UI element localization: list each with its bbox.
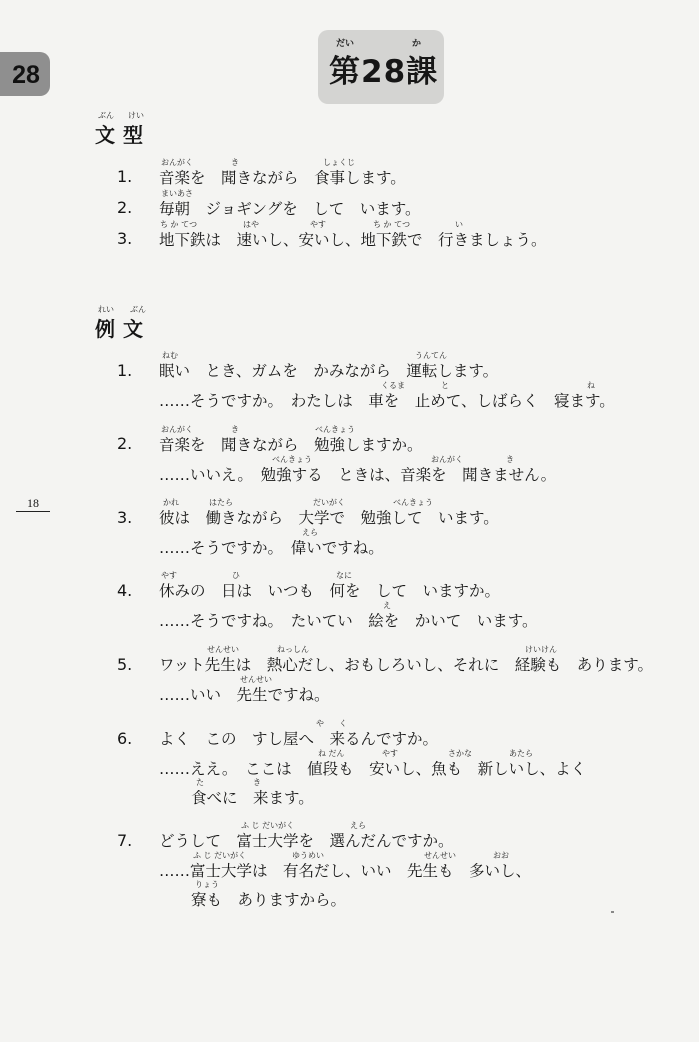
furigana: ね	[587, 381, 595, 390]
item-number: 4.	[117, 581, 133, 600]
furigana: べんきょう	[272, 455, 312, 464]
furigana: おんがく	[431, 455, 463, 464]
section-heading-reibun: 例文	[95, 317, 151, 341]
item-number: 5.	[117, 655, 133, 674]
sentence: よく この すし屋へ 来るんですか。	[159, 730, 439, 748]
item-number: 3.	[117, 229, 133, 248]
furigana: やす	[161, 571, 177, 580]
sentence: 音楽を 聞きながら 食事します。	[159, 169, 406, 187]
sentence: どうして 富士大学を 選んだんですか。	[159, 832, 454, 850]
furigana: き	[253, 778, 261, 787]
sentence-response: ……ええ。 ここは 値段も 安いし、魚も 新しいし、よく	[159, 760, 587, 778]
section-furigana: ぶん	[130, 305, 146, 314]
furigana: はたら	[209, 498, 233, 507]
item-number: 7.	[117, 831, 133, 850]
furigana: い	[455, 220, 463, 229]
furigana: しょくじ	[323, 158, 355, 167]
sentence-response: ……富士大学は 有名だし、いい 先生も 多いし、	[159, 862, 532, 880]
furigana: ち か てつ	[160, 220, 198, 229]
furigana: き	[506, 455, 514, 464]
furigana: ねっしん	[277, 645, 309, 654]
lesson-furigana-ka: か	[412, 39, 422, 49]
furigana: おんがく	[161, 158, 193, 167]
furigana: くるま	[381, 381, 405, 390]
sentence: 地下鉄は 速いし、安いし、地下鉄で 行きましょう。	[159, 231, 547, 249]
furigana: なに	[336, 571, 352, 580]
furigana: き	[231, 425, 239, 434]
item-number: 1.	[117, 361, 133, 380]
sentence-response: ……いい 先生ですね。	[159, 686, 330, 704]
sentence-response-cont: 寮も ありますから。	[191, 891, 347, 909]
sentence: 音楽を 聞きながら 勉強しますか。	[159, 436, 423, 454]
furigana: あたら	[509, 749, 533, 758]
furigana: べんきょう	[315, 425, 355, 434]
lesson-furigana-dai: だい	[336, 39, 355, 49]
section-heading-bunkei: 文型	[95, 123, 151, 147]
sentence: 毎朝 ジョギングを して います。	[159, 200, 421, 218]
furigana: ふ じ だいがく	[193, 851, 247, 860]
sentence-response: ……そうですか。 偉いですね。	[159, 539, 384, 557]
furigana: やす	[382, 749, 398, 758]
furigana: りょう	[195, 880, 219, 889]
item-number: 3.	[117, 508, 133, 527]
furigana: せんせい	[207, 645, 239, 654]
furigana: うんてん	[415, 351, 447, 360]
furigana: おお	[493, 851, 509, 860]
furigana: おんがく	[161, 425, 193, 434]
sentence-response: ……そうですね。 たいてい 絵を かいて います。	[159, 612, 538, 630]
lesson-tab-number: 28	[12, 61, 40, 89]
furigana: き	[231, 158, 239, 167]
furigana: ね だん	[318, 749, 345, 758]
furigana: だいがく	[313, 498, 345, 507]
furigana: はや	[243, 220, 259, 229]
sentence: 休みの 日は いつも 何を して いますか。	[159, 582, 501, 600]
lesson-title: 第28課	[329, 54, 439, 90]
item-number: 2.	[117, 198, 133, 217]
page-number-rule	[16, 511, 50, 512]
item-number: 2.	[117, 434, 133, 453]
furigana: けいけん	[525, 645, 557, 654]
furigana: やす	[310, 220, 326, 229]
furigana: く	[339, 719, 347, 728]
furigana: べんきょう	[393, 498, 433, 507]
furigana: まいあさ	[161, 189, 193, 198]
sentence: ワット先生は 熱心だし、おもしろいし、それに 経験も あります。	[159, 656, 653, 674]
furigana: ふ じ だいがく	[241, 821, 295, 830]
section-furigana: れい	[98, 305, 114, 314]
furigana: と	[441, 381, 449, 390]
furigana: せんせい	[240, 675, 272, 684]
item-number: 1.	[117, 167, 133, 186]
scan-speck	[611, 911, 614, 913]
furigana: ひ	[232, 571, 240, 580]
furigana: ねむ	[162, 351, 178, 360]
sentence-response: ……そうですか。 わたしは 車を 止めて、しばらく 寝ます。	[159, 392, 615, 410]
furigana: や	[316, 719, 324, 728]
furigana: ゆうめい	[292, 851, 324, 860]
sentence-response: ……いいえ。 勉強する ときは、音楽を 聞きません。	[159, 466, 557, 484]
section-furigana: けい	[128, 111, 144, 120]
item-number: 6.	[117, 729, 133, 748]
furigana: かれ	[163, 498, 179, 507]
furigana: えら	[302, 528, 318, 537]
furigana: ち か てつ	[373, 220, 411, 229]
furigana: えら	[350, 821, 366, 830]
furigana: さかな	[448, 749, 472, 758]
page-number: 18	[27, 496, 39, 510]
furigana: え	[383, 601, 391, 610]
furigana: せんせい	[424, 851, 456, 860]
sentence-response-cont: 食べに 来ます。	[191, 789, 314, 807]
sentence: 眠い とき、ガムを かみながら 運転します。	[159, 362, 499, 380]
section-furigana: ぶん	[98, 111, 114, 120]
furigana: た	[196, 778, 204, 787]
sentence: 彼は 働きながら 大学で 勉強して います。	[159, 509, 499, 527]
